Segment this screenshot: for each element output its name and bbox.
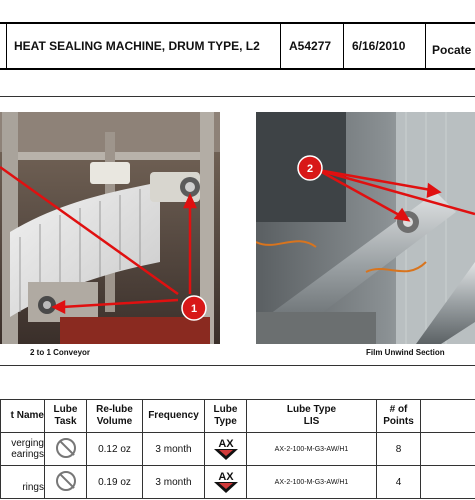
- point-name-line: rings: [22, 482, 44, 493]
- col-header-lube-type-lis: Lube Type LIS: [247, 400, 377, 433]
- lube-task-cell: [45, 466, 87, 499]
- ax-badge-text: AX: [217, 437, 234, 450]
- table-header-row: [1, 400, 475, 433]
- conveyor-caption: 2 to 1 Conveyor: [30, 348, 91, 357]
- blank-cell: [421, 433, 475, 466]
- header-divider: [6, 24, 7, 68]
- col-header-frequency: Frequency: [143, 400, 205, 433]
- table-row: [1, 466, 475, 499]
- lube-type-cell: [205, 466, 247, 499]
- blank-cell: [421, 466, 475, 499]
- header-divider: [343, 24, 344, 68]
- col-header-lube-type: Lube Type: [205, 400, 247, 433]
- asset-number: A54277: [289, 39, 332, 53]
- header-divider: [280, 24, 281, 68]
- point-name-line: verging: [11, 438, 44, 449]
- ax-lube-badge-icon: [213, 435, 239, 461]
- grease-gun-icon: [56, 438, 76, 458]
- point-name-line: earings: [11, 449, 44, 460]
- col-header-lube-task: Lube Task: [45, 400, 87, 433]
- lubrication-table: [0, 399, 475, 499]
- photo-panel: [0, 96, 475, 366]
- film-unwind-photo: [256, 112, 475, 344]
- points-cell: 4: [377, 466, 421, 499]
- col-header-name: t Name: [1, 400, 45, 433]
- conveyor-photo: [0, 112, 220, 344]
- film-unwind-caption: Film Unwind Section: [366, 348, 445, 357]
- point-name-cell: [1, 433, 45, 466]
- ax-badge-text: AX: [217, 470, 234, 483]
- location-text: Pocate: [432, 43, 472, 57]
- lube-type-cell: [205, 433, 247, 466]
- frequency-cell: 3 month: [143, 466, 205, 499]
- header-divider: [425, 24, 426, 68]
- col-header-points: # of Points: [377, 400, 421, 433]
- points-cell: 8: [377, 433, 421, 466]
- lube-task-cell: [45, 433, 87, 466]
- lis-cell: AX-2-100-M-G3-AW/H1: [247, 466, 377, 499]
- col-header-relube-volume: Re-lube Volume: [87, 400, 143, 433]
- frequency-cell: 3 month: [143, 433, 205, 466]
- table-row: [1, 433, 475, 466]
- callout-2-number: 2: [306, 163, 314, 175]
- ax-lube-badge-icon: [213, 468, 239, 494]
- point-name-cell: [1, 466, 45, 499]
- lis-cell: AX-2-100-M-G3-AW/H1: [247, 433, 377, 466]
- header-strip: [0, 22, 475, 70]
- grease-gun-icon: [56, 471, 76, 491]
- document-date: 6/16/2010: [352, 39, 406, 53]
- col-header-blank: [421, 400, 475, 433]
- callout-1-number: 1: [190, 303, 198, 315]
- volume-cell: 0.12 oz: [87, 433, 143, 466]
- volume-cell: 0.19 oz: [87, 466, 143, 499]
- machine-title: HEAT SEALING MACHINE, DRUM TYPE, L2: [14, 39, 260, 53]
